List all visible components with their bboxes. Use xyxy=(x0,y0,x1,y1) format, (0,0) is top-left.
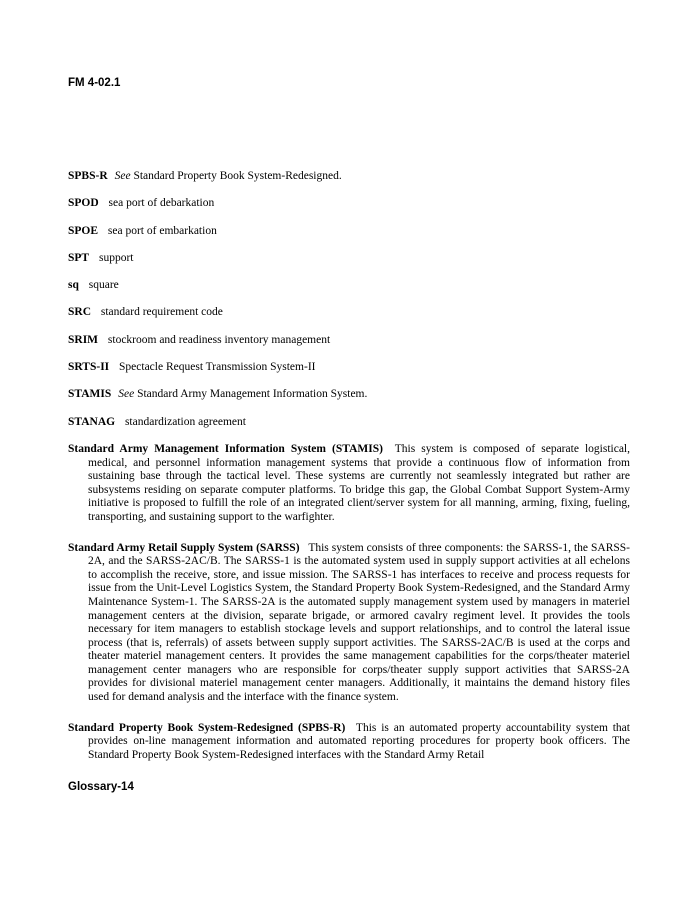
paragraph-term: Standard Property Book System-Redesigned (SPBS-R) xyxy=(68,721,346,734)
entry-term: SRTS-II xyxy=(68,361,110,374)
page-content xyxy=(68,0,630,794)
glossary-entry xyxy=(68,361,630,375)
paragraph-text: This is an automated property accountability system that provides on-line management information and automated reporting procedures for property book officers. The Standard Property Book System-Redesigned interfaces with the Standard Army Retail xyxy=(88,721,630,761)
glossary-paragraph xyxy=(68,722,630,763)
glossary-entry xyxy=(68,416,630,430)
glossary-entry xyxy=(68,225,630,239)
entry-term: SPBS-R xyxy=(68,170,108,182)
entry-term: SRIM xyxy=(68,333,99,346)
paragraph-term: Standard Army Management Information System (STAMIS) xyxy=(68,442,383,455)
entry-term: STANAG xyxy=(68,415,116,428)
glossary-entry xyxy=(68,306,630,320)
entry-definition: Spectacle Request Transmission System-II xyxy=(119,361,316,374)
glossary-entry xyxy=(68,279,630,293)
glossary-entry xyxy=(68,334,630,348)
entry-definition: Standard Army Management Information System. xyxy=(137,388,368,401)
doc-id-header: FM 4-02.1 xyxy=(68,77,121,89)
entry-definition: sea port of debarkation xyxy=(108,197,215,210)
entry-definition: standard requirement code xyxy=(100,306,223,319)
paragraph-term: Standard Army Retail Supply System (SARSS) xyxy=(68,541,300,554)
glossary-paragraph xyxy=(68,443,630,525)
entry-term: SPT xyxy=(68,251,90,264)
entry-see-label: See xyxy=(114,170,131,182)
glossary-entry xyxy=(68,170,630,184)
paragraph-text: This system is composed of separate logistical, medical, and personnel information management systems that provide a continuous flow of information from sustaining base through the tactical level. These systems are currently not seamlessly integrated but rather are subsystems residing on separate computer platforms. To bridge this gap, the Global Combat Support System-Army initiative is proposed to fulfill the role of an integrated client/server system for all manning, arming, fixing, fueling, transporting, and sustaining support to the warfighter. xyxy=(88,442,630,523)
glossary-entry xyxy=(68,388,630,402)
entry-definition: Standard Property Book System-Redesigned. xyxy=(133,170,342,182)
entry-term: sq xyxy=(68,279,79,292)
entry-definition: sea port of embarkation xyxy=(107,224,217,237)
glossary-entries xyxy=(68,170,630,429)
entry-definition: square xyxy=(88,279,119,292)
glossary-paragraph xyxy=(68,542,630,705)
entry-term: SPOD xyxy=(68,197,99,210)
entry-see-label: See xyxy=(118,388,135,401)
entry-definition: stockroom and readiness inventory management xyxy=(107,333,331,346)
entry-definition: support xyxy=(98,251,134,264)
entry-term: STAMIS xyxy=(68,388,112,401)
entry-term: SRC xyxy=(68,306,92,319)
paragraph-text: This system consists of three components: the SARSS-1, the SARSS-2A, and the SARSS-2AC/B. The SARSS-1 is the automated system used in supply support activities at all echelons to accomplish the receive, store, and issue mission. The SARSS-1 has interfaces to receive and process requests for issue from the Unit-Level Logistics System, the Standard Property Book System-Redesigned, and the Standard Army Maintenance System-1. The SARSS-2A is the automated supply management system used by managers in materiel management centers at the division, separate brigade, or armored cavalry regiment level. It provides the tools necessary for item managers to establish stockage levels and support relationships, and to control the lateral issue process (that is, referrals) of assets between supply support activities. The SARSS-2AC/B is used at the corps and theater materiel management centers. It provides the same management capabilities for the corps/theater materiel management center managers who are responsible for corps/theater supply support activities that SARSS-2A provides for divisional materiel management center managers. Additionally, it maintains the demand history files used for demand analysis and the interface with the finance system. xyxy=(88,541,630,704)
entry-definition: standardization agreement xyxy=(124,415,246,428)
entry-term: SPOE xyxy=(68,224,99,237)
glossary-entry xyxy=(68,197,630,211)
page-footer-label: Glossary-14 xyxy=(68,781,134,794)
glossary-paragraphs xyxy=(68,443,630,762)
glossary-entry xyxy=(68,252,630,266)
